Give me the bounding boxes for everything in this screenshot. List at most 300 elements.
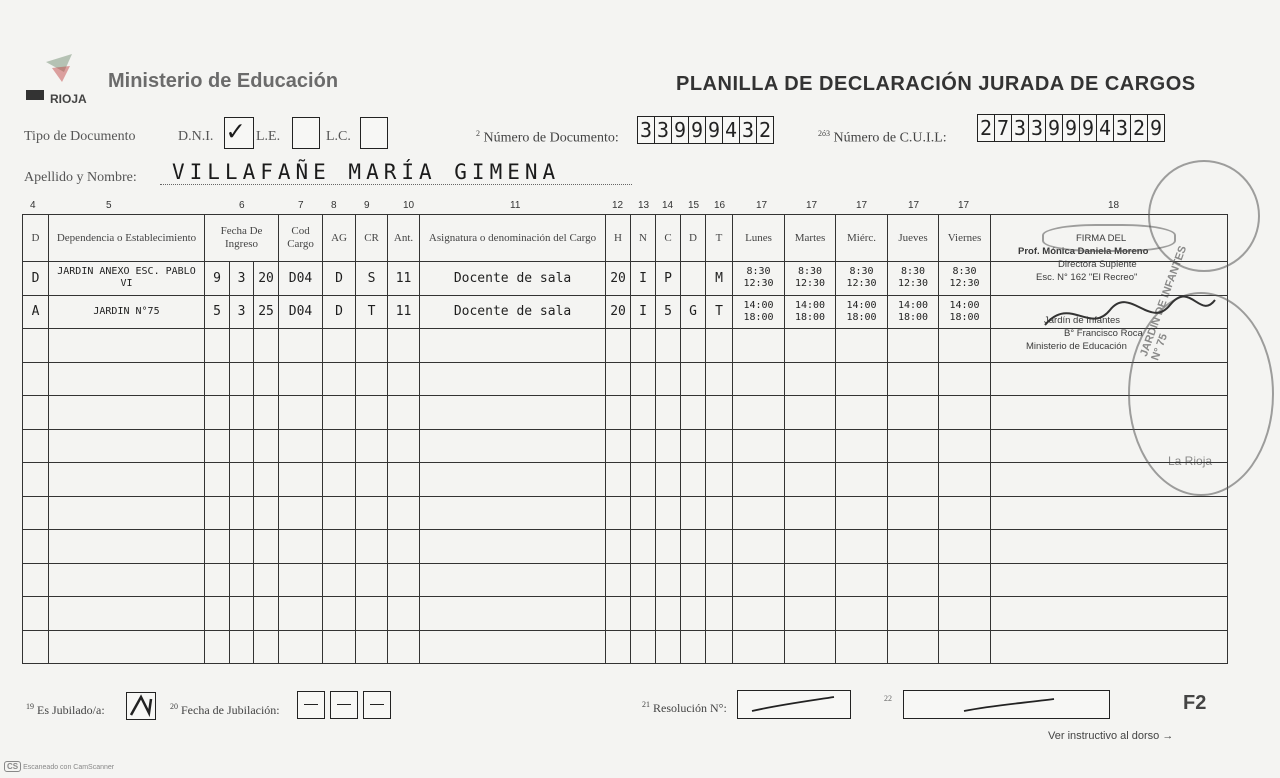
cuil-digit: 9	[1080, 115, 1097, 141]
cuil-digit: 3	[1029, 115, 1046, 141]
cell-lun[interactable]	[733, 563, 785, 597]
cell-c[interactable]	[656, 463, 681, 497]
cell-t[interactable]	[706, 630, 733, 664]
cell-yy[interactable]	[254, 329, 279, 363]
cell-h[interactable]	[606, 362, 631, 396]
cell-d[interactable]	[23, 329, 49, 363]
cell-c[interactable]	[656, 530, 681, 564]
cell-mm[interactable]	[230, 630, 254, 664]
cell-cr[interactable]	[356, 429, 388, 463]
cell-cr[interactable]	[356, 496, 388, 530]
cell-d[interactable]	[23, 630, 49, 664]
cell-mm[interactable]	[230, 329, 254, 363]
cell-t[interactable]	[706, 530, 733, 564]
cell-mar[interactable]: 14:00 18:00	[785, 295, 836, 329]
cell-d2[interactable]	[681, 396, 706, 430]
column-number: 9	[364, 200, 370, 211]
cell-d[interactable]	[23, 396, 49, 430]
cell-asig[interactable]	[420, 597, 606, 631]
cell-d2[interactable]	[681, 496, 706, 530]
column-number: 17	[806, 200, 818, 211]
cell-mm[interactable]: 3	[230, 262, 254, 296]
cell-lun[interactable]: 14:00 18:00	[733, 295, 785, 329]
header-cr: CR	[356, 215, 388, 262]
cell-cod[interactable]	[279, 396, 323, 430]
cell-mie[interactable]	[836, 530, 888, 564]
cell-yy[interactable]	[254, 530, 279, 564]
school-round-stamp: JARDIN DE INFANTES N° 75 La Rioja	[1128, 292, 1274, 496]
cell-mar[interactable]	[785, 496, 836, 530]
cell-lun[interactable]	[733, 496, 785, 530]
cell-n[interactable]: I	[631, 295, 656, 329]
cell-t[interactable]	[706, 429, 733, 463]
cell-h[interactable]	[606, 496, 631, 530]
cell-d2[interactable]	[681, 362, 706, 396]
doc-number-digit: 3	[740, 117, 757, 143]
cell-d2[interactable]	[681, 630, 706, 664]
cell-vie[interactable]	[939, 496, 991, 530]
cell-jue[interactable]	[888, 563, 939, 597]
cuil-field[interactable]	[977, 114, 1165, 142]
cell-ant[interactable]	[388, 329, 420, 363]
cell-lun[interactable]	[733, 597, 785, 631]
cell-h[interactable]	[606, 597, 631, 631]
cell-ant[interactable]	[388, 463, 420, 497]
cell-n[interactable]	[631, 563, 656, 597]
cell-cod[interactable]	[279, 630, 323, 664]
cell-jue[interactable]	[888, 530, 939, 564]
cell-mie[interactable]	[836, 630, 888, 664]
cell-cr[interactable]: S	[356, 262, 388, 296]
cell-mar[interactable]	[785, 463, 836, 497]
cell-mie[interactable]: 8:30 12:30	[836, 262, 888, 296]
cell-cr[interactable]	[356, 630, 388, 664]
cell-cr[interactable]	[356, 362, 388, 396]
cell-cr[interactable]	[356, 530, 388, 564]
cell-mie[interactable]	[836, 396, 888, 430]
cell-vie[interactable]: 8:30 12:30	[939, 262, 991, 296]
cell-cod[interactable]	[279, 597, 323, 631]
table-row	[23, 597, 1228, 631]
cell-vie[interactable]	[939, 463, 991, 497]
doc-number-label: $^2$ Número de Documento:	[476, 129, 619, 146]
cell-mie[interactable]	[836, 362, 888, 396]
cell-mm[interactable]	[230, 563, 254, 597]
cell-dd[interactable]	[205, 396, 230, 430]
cell-cod[interactable]	[279, 530, 323, 564]
cell-mm[interactable]: 3	[230, 295, 254, 329]
cell-t[interactable]: T	[706, 295, 733, 329]
cell-c[interactable]: P	[656, 262, 681, 296]
cell-h[interactable]	[606, 329, 631, 363]
cell-t[interactable]	[706, 362, 733, 396]
cell-mm[interactable]	[230, 463, 254, 497]
cell-ant[interactable]: 11	[388, 262, 420, 296]
cell-n[interactable]	[631, 630, 656, 664]
cell-lun[interactable]	[733, 362, 785, 396]
cell-c[interactable]	[656, 362, 681, 396]
cell-dd[interactable]	[205, 563, 230, 597]
cell-dd[interactable]	[205, 530, 230, 564]
cell-c[interactable]	[656, 563, 681, 597]
cell-n[interactable]	[631, 530, 656, 564]
cell-mie[interactable]	[836, 463, 888, 497]
cell-lun[interactable]	[733, 530, 785, 564]
cell-cod[interactable]	[279, 362, 323, 396]
table-row	[23, 362, 1228, 396]
cell-t[interactable]	[706, 396, 733, 430]
doc-number-digit: 3	[638, 117, 655, 143]
dni-check-mark: ✓	[227, 114, 245, 147]
cell-ag[interactable]	[323, 362, 356, 396]
cell-lun[interactable]	[733, 463, 785, 497]
cell-dep[interactable]	[49, 563, 205, 597]
cell-d[interactable]	[23, 496, 49, 530]
header-viernes: Viernes	[939, 215, 991, 262]
cell-c[interactable]: 5	[656, 295, 681, 329]
cell-yy[interactable]	[254, 597, 279, 631]
fecha-jubilacion-day[interactable]	[297, 691, 325, 719]
cell-dep[interactable]	[49, 463, 205, 497]
cell-jue[interactable]: 8:30 12:30	[888, 262, 939, 296]
cell-mm[interactable]	[230, 362, 254, 396]
cell-vie[interactable]	[939, 362, 991, 396]
cell-firma[interactable]	[991, 597, 1228, 631]
cell-yy[interactable]	[254, 463, 279, 497]
cell-c[interactable]	[656, 630, 681, 664]
cell-asig[interactable]	[420, 530, 606, 564]
cell-lun[interactable]	[733, 630, 785, 664]
header-c: C	[656, 215, 681, 262]
cell-dd[interactable]	[205, 597, 230, 631]
cell-yy[interactable]: 20	[254, 262, 279, 296]
cell-t[interactable]	[706, 597, 733, 631]
cell-vie[interactable]	[939, 329, 991, 363]
instructivo-note[interactable]: Ver instructivo al dorso →	[1048, 730, 1174, 742]
cell-mie[interactable]: 14:00 18:00	[836, 295, 888, 329]
cell-asig[interactable]: Docente de sala	[420, 295, 606, 329]
cell-mm[interactable]	[230, 496, 254, 530]
cell-ant[interactable]	[388, 396, 420, 430]
cell-ag[interactable]	[323, 597, 356, 631]
cell-dd[interactable]	[205, 496, 230, 530]
cell-n[interactable]	[631, 362, 656, 396]
cell-yy[interactable]: 25	[254, 295, 279, 329]
cell-dd[interactable]	[205, 362, 230, 396]
cell-ant[interactable]	[388, 597, 420, 631]
cell-ag[interactable]: D	[323, 262, 356, 296]
fecha-jubilacion-year[interactable]	[363, 691, 391, 719]
cell-d2[interactable]	[681, 429, 706, 463]
cell-vie[interactable]	[939, 429, 991, 463]
name-dotted-line	[160, 184, 632, 185]
cell-n[interactable]: I	[631, 262, 656, 296]
cell-dep[interactable]: JARDIN N°75	[49, 295, 205, 329]
cell-jue[interactable]	[888, 396, 939, 430]
cell-yy[interactable]	[254, 630, 279, 664]
cell-c[interactable]	[656, 429, 681, 463]
cell-t[interactable]	[706, 496, 733, 530]
cuil-label: $^{2ó3}$ Número de C.U.I.L:	[818, 129, 947, 146]
cell-n[interactable]	[631, 496, 656, 530]
cell-cod[interactable]: D04	[279, 295, 323, 329]
cell-firma[interactable]	[991, 563, 1228, 597]
cell-yy[interactable]	[254, 563, 279, 597]
cell-t[interactable]: M	[706, 262, 733, 296]
cell-ant[interactable]	[388, 563, 420, 597]
cell-d[interactable]	[23, 362, 49, 396]
jubilado-checkbox[interactable]	[126, 692, 156, 720]
cell-dd[interactable]	[205, 463, 230, 497]
cell-firma[interactable]	[991, 630, 1228, 664]
cell-mar[interactable]	[785, 329, 836, 363]
cell-ant[interactable]	[388, 496, 420, 530]
cell-dd[interactable]: 5	[205, 295, 230, 329]
cell-mm[interactable]	[230, 597, 254, 631]
cell-d[interactable]: A	[23, 295, 49, 329]
cell-d2[interactable]	[681, 463, 706, 497]
column-number: 11	[510, 200, 521, 211]
cell-lun[interactable]: 8:30 12:30	[733, 262, 785, 296]
cell-cod[interactable]	[279, 496, 323, 530]
cell-h[interactable]	[606, 563, 631, 597]
cell-n[interactable]	[631, 429, 656, 463]
cell-t[interactable]	[706, 463, 733, 497]
cell-ag[interactable]	[323, 429, 356, 463]
fecha-jubilacion-month[interactable]	[330, 691, 358, 719]
cell-jue[interactable]	[888, 496, 939, 530]
cell-cr[interactable]: T	[356, 295, 388, 329]
cell-lun[interactable]	[733, 429, 785, 463]
cell-cr[interactable]	[356, 563, 388, 597]
cell-h[interactable]	[606, 463, 631, 497]
cell-ag[interactable]	[323, 630, 356, 664]
cell-asig[interactable]	[420, 396, 606, 430]
cell-jue[interactable]	[888, 429, 939, 463]
dni-checkbox[interactable]	[224, 114, 254, 149]
cell-jue[interactable]	[888, 630, 939, 664]
cell-t[interactable]	[706, 329, 733, 363]
doc-number-digit: 4	[723, 117, 740, 143]
cell-ag[interactable]	[323, 329, 356, 363]
cell-dep[interactable]	[49, 530, 205, 564]
header-miercoles: Miérc.	[836, 215, 888, 262]
cell-n[interactable]	[631, 597, 656, 631]
cell-asig[interactable]	[420, 630, 606, 664]
column-number: 18	[1108, 200, 1120, 211]
jubilado-label: $^{19}$ Es Jubilado/a:	[26, 702, 105, 717]
cell-d[interactable]	[23, 429, 49, 463]
cell-ant[interactable]	[388, 530, 420, 564]
cell-dep[interactable]	[49, 630, 205, 664]
cell-cod[interactable]	[279, 463, 323, 497]
cell-mie[interactable]	[836, 496, 888, 530]
resolucion-field[interactable]	[737, 690, 851, 719]
cell-d2[interactable]	[681, 563, 706, 597]
cell-mar[interactable]	[785, 429, 836, 463]
cell-dep[interactable]	[49, 396, 205, 430]
column-number: 17	[958, 200, 970, 211]
cell-mar[interactable]	[785, 362, 836, 396]
cell-c[interactable]	[656, 597, 681, 631]
cell-cr[interactable]	[356, 597, 388, 631]
column-number: 4	[30, 200, 36, 211]
cell-mm[interactable]	[230, 396, 254, 430]
cell-mar[interactable]	[785, 630, 836, 664]
cell-n[interactable]	[631, 396, 656, 430]
cell-firma[interactable]	[991, 496, 1228, 530]
cell-n[interactable]	[631, 329, 656, 363]
doc-number-digit: 2	[758, 118, 772, 142]
cell-jue[interactable]	[888, 362, 939, 396]
cell-lun[interactable]	[733, 329, 785, 363]
cell-mar[interactable]	[785, 396, 836, 430]
cell-dep[interactable]	[49, 362, 205, 396]
cell-mie[interactable]	[836, 429, 888, 463]
cell-vie[interactable]	[939, 396, 991, 430]
cell-ag[interactable]	[323, 496, 356, 530]
cell-asig[interactable]	[420, 463, 606, 497]
column-number: 15	[688, 200, 700, 211]
le-checkbox[interactable]	[292, 117, 320, 149]
cell-d[interactable]: D	[23, 262, 49, 296]
cell-h[interactable]	[606, 630, 631, 664]
cell-h[interactable]	[606, 530, 631, 564]
resolucion-label: $^{21}$ Resolución N°:	[642, 700, 727, 715]
cell-c[interactable]	[656, 329, 681, 363]
lc-checkbox[interactable]	[360, 117, 388, 149]
cell-asig[interactable]	[420, 362, 606, 396]
cell-mie[interactable]	[836, 563, 888, 597]
cell-d2[interactable]	[681, 597, 706, 631]
cell-d[interactable]	[23, 463, 49, 497]
cell-d2[interactable]: G	[681, 295, 706, 329]
header-d2: D	[681, 215, 706, 262]
cell-yy[interactable]	[254, 496, 279, 530]
cell-firma[interactable]	[991, 530, 1228, 564]
cell-asig[interactable]	[420, 563, 606, 597]
cell-cr[interactable]	[356, 396, 388, 430]
cell-d[interactable]	[23, 530, 49, 564]
cell-t[interactable]	[706, 563, 733, 597]
table-row	[23, 530, 1228, 564]
cell-asig[interactable]: Docente de sala	[420, 262, 606, 296]
cell-ant[interactable]	[388, 630, 420, 664]
header-ant: Ant.	[388, 215, 420, 262]
cell-ag[interactable]	[323, 396, 356, 430]
cell-dep[interactable]	[49, 329, 205, 363]
column-number: 7	[298, 200, 304, 211]
cell-ag[interactable]	[323, 530, 356, 564]
table-row	[23, 429, 1228, 463]
cell-d[interactable]	[23, 563, 49, 597]
cell-ag[interactable]: D	[323, 295, 356, 329]
cell-jue[interactable]	[888, 597, 939, 631]
cell-mie[interactable]	[836, 597, 888, 631]
cell-mar[interactable]	[785, 563, 836, 597]
header-d: D	[23, 215, 49, 262]
cell-c[interactable]	[656, 496, 681, 530]
column-number: 14	[662, 200, 674, 211]
cell-asig[interactable]	[420, 329, 606, 363]
cell-mar[interactable]	[785, 530, 836, 564]
cell-n[interactable]	[631, 463, 656, 497]
cell-d2[interactable]	[681, 262, 706, 296]
cell-mm[interactable]	[230, 429, 254, 463]
cell-mm[interactable]	[230, 530, 254, 564]
cell-yy[interactable]	[254, 429, 279, 463]
cell-cod[interactable]	[279, 429, 323, 463]
cell-lun[interactable]	[733, 396, 785, 430]
cell-dd[interactable]	[205, 329, 230, 363]
header-martes: Martes	[785, 215, 836, 262]
cell-yy[interactable]	[254, 362, 279, 396]
cell-cr[interactable]	[356, 329, 388, 363]
cell-ant[interactable]	[388, 362, 420, 396]
cell-jue[interactable]	[888, 463, 939, 497]
cell-c[interactable]	[656, 396, 681, 430]
cell-vie[interactable]: 14:00 18:00	[939, 295, 991, 329]
doc-number-digit: 9	[706, 117, 723, 143]
camscanner-icon: CS	[4, 761, 21, 772]
cell-jue[interactable]: 14:00 18:00	[888, 295, 939, 329]
cell-dd[interactable]	[205, 630, 230, 664]
field-22-label: 22	[884, 694, 892, 703]
cell-mar[interactable]	[785, 597, 836, 631]
field-22[interactable]	[903, 690, 1110, 719]
form-title: PLANILLA DE DECLARACIÓN JURADA DE CARGOS	[676, 73, 1196, 95]
cell-cod[interactable]	[279, 563, 323, 597]
cell-cr[interactable]	[356, 463, 388, 497]
cell-h[interactable]	[606, 429, 631, 463]
cell-jue[interactable]	[888, 329, 939, 363]
cell-cod[interactable]: D04	[279, 262, 323, 296]
column-number: 13	[638, 200, 650, 211]
doc-number-field[interactable]	[637, 116, 774, 144]
cell-ant[interactable]	[388, 429, 420, 463]
cell-dep[interactable]	[49, 429, 205, 463]
cell-dep[interactable]	[49, 496, 205, 530]
cell-vie[interactable]	[939, 630, 991, 664]
cell-h[interactable]: 20	[606, 295, 631, 329]
cell-ant[interactable]: 11	[388, 295, 420, 329]
cell-asig[interactable]	[420, 429, 606, 463]
cell-dd[interactable]	[205, 429, 230, 463]
cell-dep[interactable]: JARDIN ANEXO ESC. PABLO VI	[49, 262, 205, 296]
cell-vie[interactable]	[939, 563, 991, 597]
name-value[interactable]: VILLAFAÑE MARÍA GIMENA	[172, 160, 561, 184]
cell-asig[interactable]	[420, 496, 606, 530]
cell-h[interactable]: 20	[606, 262, 631, 296]
column-number: 17	[856, 200, 868, 211]
ministry-round-stamp	[1148, 160, 1260, 272]
cell-d2[interactable]	[681, 329, 706, 363]
cell-dd[interactable]: 9	[205, 262, 230, 296]
cell-vie[interactable]	[939, 530, 991, 564]
cell-yy[interactable]	[254, 396, 279, 430]
cell-dep[interactable]	[49, 597, 205, 631]
cell-vie[interactable]	[939, 597, 991, 631]
cell-d2[interactable]	[681, 530, 706, 564]
ministry-name: Ministerio de Educación	[108, 70, 339, 92]
cell-h[interactable]	[606, 396, 631, 430]
cell-mie[interactable]	[836, 329, 888, 363]
cell-cod[interactable]	[279, 329, 323, 363]
cell-ag[interactable]	[323, 463, 356, 497]
cell-ag[interactable]	[323, 563, 356, 597]
cell-d[interactable]	[23, 597, 49, 631]
cell-mar[interactable]: 8:30 12:30	[785, 262, 836, 296]
